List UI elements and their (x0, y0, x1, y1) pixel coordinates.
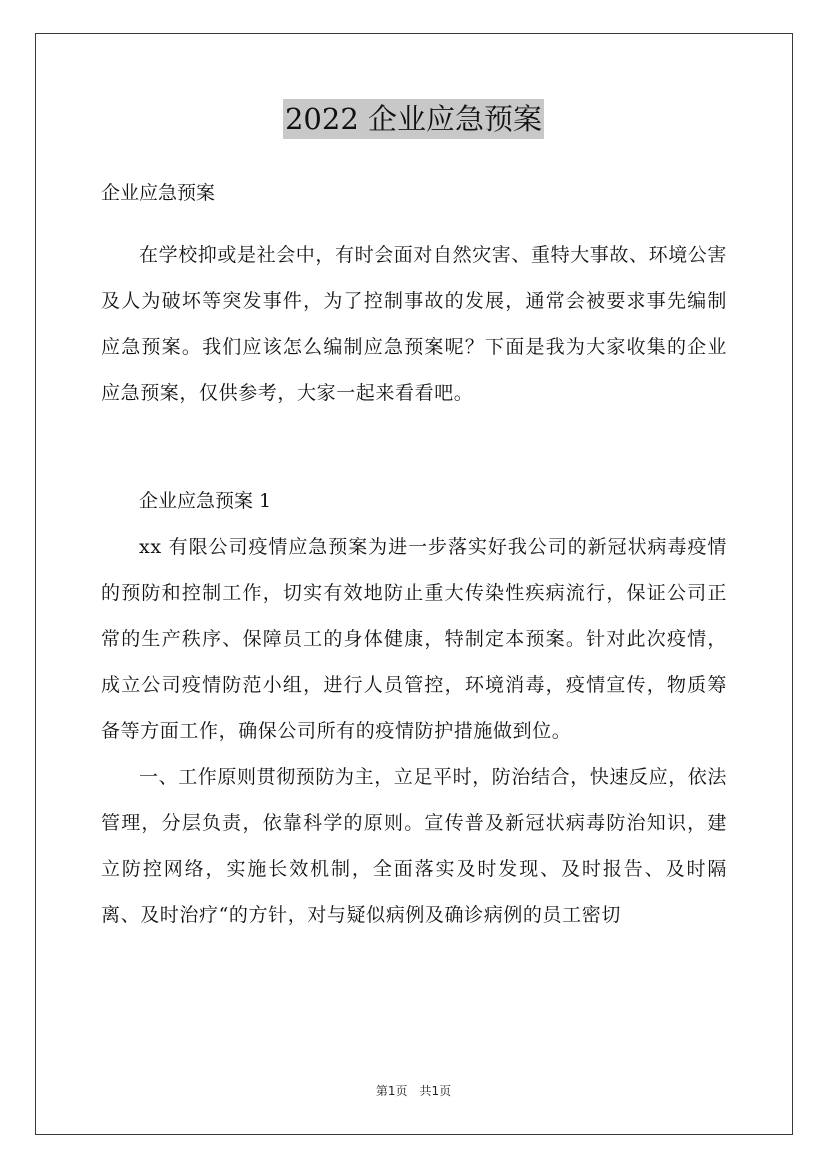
body-paragraph-1: xx 有限公司疫情应急预案为进一步落实好我公司的新冠状病毒疫情的预防和控制工作，切实有效地防止重大传染性疾病流行，保证公司正常的生产秩序、保障员工的身体健康，特制定本预案。针对此次疫情，成立公司疫情防范小组，进行人员管控，环境消毒，疫情宣传，物质筹备等方面工作，确保公司所有的疫情防护措施做到位。 (101, 536, 727, 742)
page-footer: 第1页 共1页 (375, 1084, 452, 1098)
body-paragraph-2: 一、工作原则贯彻预防为主，立足平时，防治结合，快速反应，依法管理，分层负责，依靠科学的原则。宣传普及新冠状病毒防治知识，建立防控网络，实施长效机制，全面落实及时发现、及时报告、及时隔离、及时治疗“的方针，对与疑似病例及确诊病例的员工密切 (101, 766, 728, 926)
document-title: 2022 企业应急预案 (283, 99, 544, 139)
section-heading: 企业应急预案 1 (139, 490, 272, 512)
title-container (0, 99, 827, 139)
intro-paragraph: 在学校抑或是社会中，有时会面对自然灾害、重特大事故、环境公害及人为破坏等突发事件，为了控制事故的发展，通常会被要求事先编制应急预案。我们应该怎么编制应急预案呢？下面是我为大家收集的企业应急预案，仅供参考，大家一起来看看吧。 (101, 244, 728, 404)
document-body (101, 174, 727, 938)
document-subtitle: 企业应急预案 (101, 182, 216, 204)
